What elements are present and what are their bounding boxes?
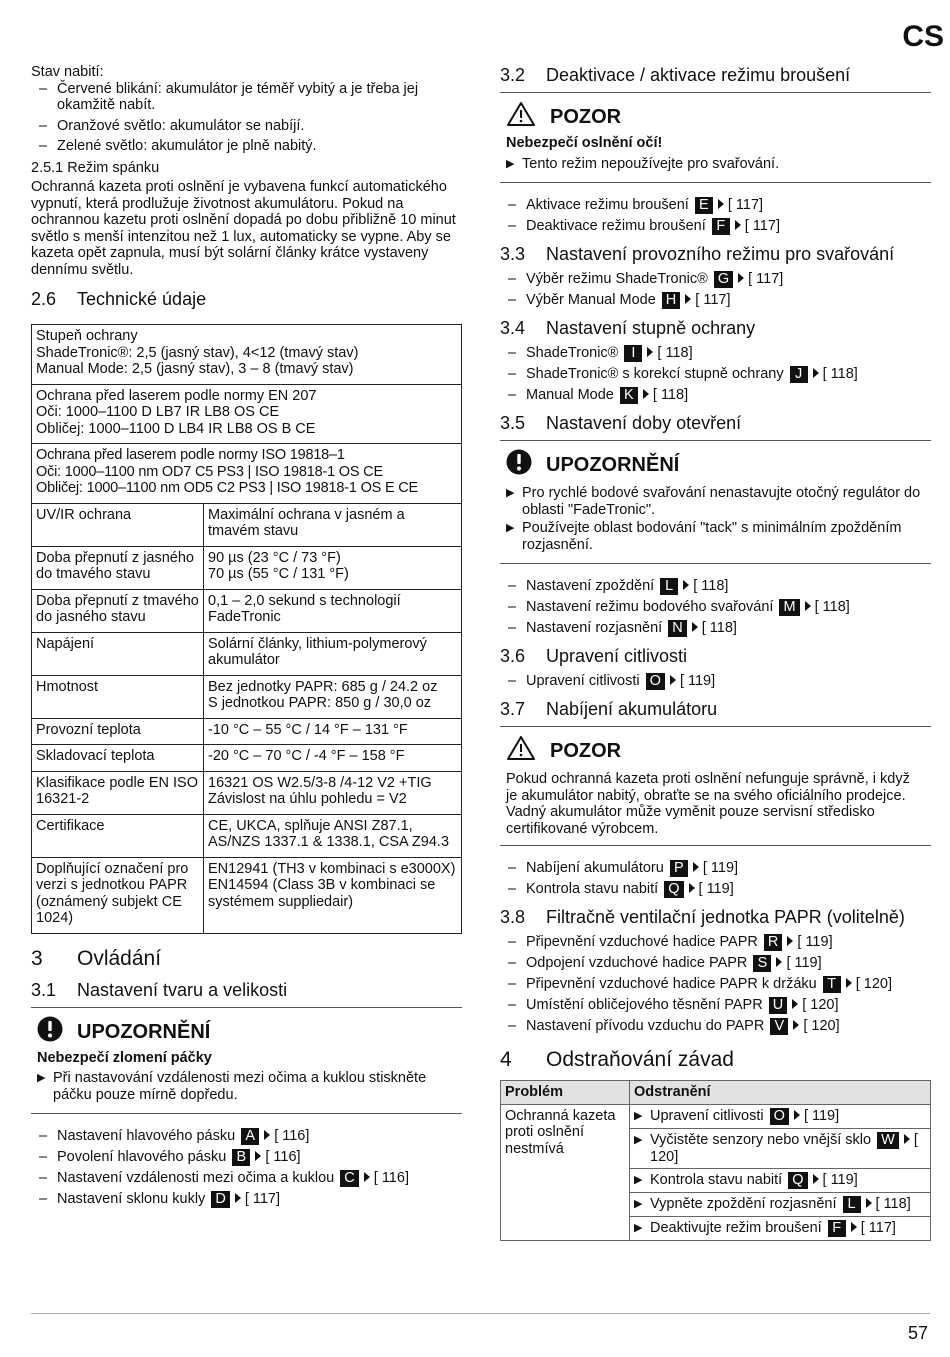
tech-data-table [31, 324, 462, 934]
section-3-1-list [31, 1128, 462, 1208]
right-column [500, 64, 931, 1241]
solution-item: ▶ Vyčistěte senzory nebo vnější sklo W [ 120] [634, 1131, 918, 1165]
table-row: Certifikace CE, UKCA, splňuje ANSI Z87.1, AS/NZS 1337.1 & 1338.1, CSA Z94.3 [32, 814, 462, 857]
figure-key: K [620, 387, 638, 404]
list-item: – Kontrola stavu nabití Q [ 119] [508, 881, 734, 897]
table-row: Klasifikace podle EN ISO 16321-2 16321 OS W2.5/3-8 /4-12 V2 +TIG Závislost na úhlu pohledu = V2 [32, 771, 462, 814]
list-item: – Zelené světlo: akumulátor je plně nabitý. [39, 138, 317, 154]
solution-item: ▶ Kontrola stavu nabití Q [ 119] [634, 1172, 858, 1188]
figure-key: I [624, 345, 642, 362]
list-item: – Nastavení režimu bodového svařování M [ 118] [508, 599, 850, 615]
list-item: – Umístění obličejového těsnění PAPR U [ 120] [508, 997, 839, 1013]
list-item: – Červené blikání: akumulátor je téměř vybitý a je třeba jej okamžitě nabít. [39, 80, 419, 113]
warning-list [37, 1070, 456, 1103]
warning-box [31, 1007, 462, 1115]
table-row [501, 1104, 931, 1128]
table-row: Doba přepnutí z tmavého do jasného stavu 0,1 – 2,0 sekund s technologií FadeTronic [32, 589, 462, 632]
troubleshooting-table [500, 1080, 931, 1241]
figure-key: P [670, 860, 688, 877]
section-3-4-heading: 3.4 Nastavení stupně ochrany [500, 318, 756, 338]
table-row: Napájení Solární články, lithium-polymerový akumulátor [32, 632, 462, 675]
page-reference[interactable]: [ 119] [679, 673, 716, 689]
warning-triangle-icon [506, 101, 536, 133]
section-3-2-heading: 3.2 Deaktivace / aktivace režimu broušení [500, 65, 851, 85]
arrow-icon [776, 957, 782, 967]
arrow-icon [683, 580, 689, 590]
sleep-mode-text: Ochranná kazeta proti oslnění je vybavena funkcí automatického vypnutí, která prodlužuje životnost akumulátoru. Pokud na ochrannou kazetu proti oslnění dopadá po dobu přibližně 10 minut světlo s menší intenzitou než 1 lux, automaticky se vypne. Aby se kazeta opět zapnula, musí být solární články krátce vystaveny dennímu světlu. [31, 179, 456, 278]
arrow-icon [735, 220, 741, 230]
section-3-5-list [500, 578, 931, 637]
list-item: – Nabíjení akumulátoru P [ 119] [508, 860, 739, 876]
arrow-icon [693, 862, 699, 872]
figure-key: L [660, 578, 678, 595]
list-item: – Připevnění vzduchové hadice PAPR R [ 119] [508, 934, 833, 950]
list-item: – ShadeTronic® s korekcí stupně ochrany J [ 118] [508, 366, 858, 382]
page-reference[interactable]: [ 119] [786, 955, 822, 971]
page-reference[interactable]: [ 118] [652, 387, 689, 403]
exclamation-icon [37, 1016, 63, 1048]
notice-list [506, 485, 925, 553]
arrow-icon [813, 1174, 819, 1184]
table-row: Ochrana před laserem podle normy ISO 19818–1 Oči: 1000–1100 nm OD7 C5 PS3 | ISO 19818-1 OS CE Obličej: 1000–1100 nm OD5 C2 PS3 | ISO 19818-1 OS E CE [32, 444, 462, 504]
figure-key: S [753, 955, 771, 972]
list-item: – Nastavení vzdálenosti mezi očima a kuklou C [ 116] [39, 1170, 409, 1186]
page-reference[interactable]: [ 120] [802, 997, 839, 1013]
figure-key: V [770, 1018, 788, 1035]
section-3-8-list [500, 934, 931, 1035]
page-reference[interactable]: [ 118] [693, 578, 729, 594]
list-item: – Odpojení vzduchové hadice PAPR S [ 119] [508, 955, 822, 971]
section-3-6-list [500, 673, 931, 690]
solution-item: ▶ Deaktivujte režim broušení F [ 117] [634, 1220, 896, 1236]
page-reference[interactable]: [ 120] [650, 1131, 918, 1165]
section-3-1-heading: 3.1 Nastavení tvaru a velikosti [31, 979, 288, 1000]
figure-key: C [340, 1170, 358, 1187]
charge-status-title: Stav nabití: [31, 64, 104, 80]
list-item: – Manual Mode K [ 118] [508, 387, 689, 403]
arrow-icon [670, 675, 676, 685]
arrow-icon [793, 1020, 799, 1030]
troubleshooting-heading: 4 Odstraňování závad [500, 1048, 734, 1071]
warning-subtitle: Nebezpečí zlomení páčky [37, 1049, 212, 1066]
section-3-2-list [500, 197, 931, 235]
page-reference[interactable]: [ 117] [748, 271, 784, 287]
section-3-6-heading: 3.6 Upravení citlivosti [500, 646, 688, 666]
page-reference[interactable]: [ 119] [702, 860, 739, 876]
page-reference[interactable]: [ 119] [698, 881, 734, 897]
arrow-icon [805, 601, 811, 611]
arrow-icon [685, 294, 691, 304]
figure-key: N [668, 620, 686, 637]
figure-key: R [764, 934, 782, 951]
table-row: UV/IR ochrana Maximální ochrana v jasném a tmavém stavu [32, 503, 462, 546]
list-item: – Oranžové světlo: akumulátor se nabíjí. [39, 117, 305, 134]
figure-key: O [646, 673, 665, 690]
page-reference[interactable]: [ 117] [860, 1220, 896, 1236]
caution-text: Pokud ochranná kazeta proti oslnění nefunguje správně, i když je akumulátor nabitý, obraťte se na svého oficiálního prodejce. Vadný akumulátor může vyměnit pouze servisní středisko certifikované výrobcem. [506, 771, 910, 837]
figure-key: M [779, 599, 799, 616]
sleep-mode-heading: 2.5.1 Režim spánku [31, 159, 160, 176]
page-reference[interactable]: [ 118] [875, 1196, 911, 1212]
figure-key: G [714, 271, 733, 288]
figure-key: F [828, 1220, 846, 1237]
charge-status-list [31, 81, 462, 155]
figure-key: Q [788, 1172, 807, 1189]
left-column [31, 64, 462, 1212]
section-3-4-list [500, 345, 931, 404]
figure-key: L [843, 1196, 861, 1213]
page-reference[interactable]: [ 116] [373, 1170, 409, 1186]
list-item: – Povolení hlavového pásku B [ 116] [39, 1149, 301, 1165]
section-3-3-heading: 3.3 Nastavení provozního režimu pro svařování [500, 244, 895, 264]
page-reference[interactable]: [ 118] [701, 620, 737, 636]
notice-box [500, 440, 931, 564]
page-reference[interactable]: [ 116] [265, 1149, 301, 1165]
page-reference[interactable]: [ 120] [855, 976, 893, 992]
arrow-icon [792, 999, 798, 1009]
list-item: – Nastavení zpoždění L [ 118] [508, 578, 729, 594]
arrow-icon [692, 622, 698, 632]
list-item: ▶ Při nastavování vzdálenosti mezi očima a kuklou stiskněte páčku pouze mírně dopředu. [37, 1070, 427, 1103]
table-row: Doba přepnutí z jasného do tmavého stavu 90 µs (23 °C / 73 °F) 70 µs (55 °C / 131 °F) [32, 546, 462, 589]
figure-key: Q [664, 881, 683, 898]
page-reference[interactable]: [ 117] [244, 1191, 281, 1207]
warning-title: UPOZORNĚNÍ [77, 1020, 211, 1043]
list-item: – Aktivace režimu broušení E [ 117] [508, 197, 764, 213]
section-3-5-heading: 3.5 Nastavení doby otevření [500, 413, 742, 433]
page-reference[interactable]: [ 118] [657, 345, 693, 361]
arrow-icon [689, 883, 695, 893]
list-item: – Nastavení hlavového pásku A [ 116] [39, 1128, 310, 1144]
figure-key: H [662, 292, 680, 309]
figure-key: J [790, 366, 808, 383]
exclamation-icon [506, 449, 532, 481]
page-reference[interactable]: [ 117] [744, 218, 780, 234]
list-item: – Nastavení sklonu kukly D [ 117] [39, 1191, 281, 1207]
arrow-icon [787, 936, 793, 946]
list-item: – Výběr Manual Mode H [ 117] [508, 292, 731, 308]
column-header: Problém [501, 1081, 630, 1105]
section-3-7-list [500, 860, 931, 898]
figure-key: T [823, 976, 841, 993]
footer-divider [31, 1313, 930, 1314]
figure-key: D [211, 1191, 229, 1208]
page-reference[interactable]: [ 119] [797, 934, 833, 950]
caution-title: POZOR [550, 106, 622, 128]
solution-item: ▶ Vypněte zpoždění rozjasnění L [ 118] [634, 1196, 911, 1212]
page-reference[interactable]: [ 118] [814, 599, 850, 615]
figure-key: B [232, 1149, 250, 1166]
page-reference[interactable]: [ 117] [695, 292, 731, 308]
arrow-icon [718, 199, 724, 209]
language-code: CS [902, 20, 944, 53]
table-header-row [501, 1081, 931, 1105]
page-reference[interactable]: [ 119] [822, 1172, 858, 1188]
column-header: Odstranění [630, 1081, 931, 1105]
arrow-icon [904, 1134, 910, 1144]
page-reference[interactable]: [ 116] [274, 1128, 310, 1144]
list-item: – Nastavení rozjasnění N [ 118] [508, 620, 737, 636]
list-item: – Upravení citlivosti O [ 119] [508, 673, 716, 689]
operation-heading: 3 Ovládání [31, 946, 162, 970]
notice-title: UPOZORNĚNÍ [546, 454, 680, 476]
table-row: Doplňující označení pro verzi s jednotkou PAPR (oznámený subjekt CE 1024) EN12941 (TH3 v kombinaci s e3000X) EN14594 (Class 3B v kombinaci se systémem suppliedair) [32, 857, 462, 933]
figure-key: A [241, 1128, 259, 1145]
caution-box [500, 92, 931, 183]
table-row: Stupeň ochrany ShadeTronic®: 2,5 (jasný stav), 4<12 (tmavý stav) Manual Mode: 2,5 (jasný stav), 3 – 8 (tmavý stav) [32, 325, 462, 385]
list-item: – Nastavení přívodu vzduchu do PAPR V [ 120] [508, 1018, 840, 1034]
arrow-icon [846, 978, 852, 988]
solution-item: ▶ Upravení citlivosti O [ 119] [634, 1107, 840, 1124]
list-item: ▶ Používejte oblast bodování "tack" s minimálním zpožděním rozjasnění. [506, 520, 902, 553]
section-3-8-heading: 3.8 Filtračně ventilační jednotka PAPR (volitelně) [500, 907, 905, 927]
arrow-icon [647, 347, 653, 357]
caution-box [500, 726, 931, 846]
figure-key: W [877, 1132, 899, 1149]
table-row: Skladovací teplota -20 °C – 70 °C / -4 °F – 158 °F [32, 745, 462, 772]
page-number: 57 [907, 1323, 928, 1343]
figure-key: F [712, 218, 730, 235]
tech-data-heading: 2.6 Technické údaje [31, 289, 207, 309]
warning-triangle-icon [506, 735, 536, 767]
section-3-7-heading: 3.7 Nabíjení akumulátoru [500, 699, 718, 719]
list-item: – ShadeTronic® I [ 118] [508, 345, 693, 361]
arrow-icon [851, 1222, 857, 1232]
arrow-icon [794, 1110, 800, 1120]
list-item: ▶ Tento režim nepoužívejte pro svařování. [506, 155, 780, 172]
table-row: Hmotnost Bez jednotky PAPR: 685 g / 24.2 oz S jednotkou PAPR: 850 g / 30,0 oz [32, 675, 462, 718]
list-item: – Výběr režimu ShadeTronic® G [ 117] [508, 271, 784, 287]
arrow-icon [364, 1172, 370, 1182]
page-reference[interactable]: [ 120] [803, 1018, 840, 1034]
list-item: – Připevnění vzduchové hadice PAPR k držáku T [ 120] [508, 976, 893, 992]
page-reference[interactable]: [ 119] [803, 1107, 840, 1124]
table-row: Ochrana před laserem podle normy EN 207 Oči: 1000–1100 D LB7 IR LB8 OS CE Obličej: 1000–1100 D LB4 IR LB8 OS B CE [32, 384, 462, 444]
figure-key: O [770, 1108, 789, 1125]
list-item: ▶ Pro rychlé bodové svařování nenastavujte otočný regulátor do oblasti "FadeTronic". [506, 485, 921, 518]
arrow-icon [866, 1198, 872, 1208]
figure-key: U [769, 997, 787, 1014]
page-reference[interactable]: [ 117] [727, 197, 764, 213]
caution-list [506, 156, 925, 173]
caution-subtitle: Nebezpečí oslnění očí! [506, 135, 663, 151]
caution-title: POZOR [550, 740, 622, 762]
section-3-3-list [500, 271, 931, 309]
page-reference[interactable]: [ 118] [822, 366, 858, 382]
arrow-icon [643, 389, 649, 399]
arrow-icon [813, 368, 819, 378]
arrow-icon [738, 273, 744, 283]
table-row: Provozní teplota -10 °C – 55 °C / 14 °F – 131 °F [32, 718, 462, 745]
list-item: – Deaktivace režimu broušení F [ 117] [508, 218, 780, 234]
problem-cell: Ochranná kazeta proti oslnění nestmívá [501, 1104, 630, 1241]
arrow-icon [264, 1130, 270, 1140]
arrow-icon [255, 1151, 261, 1161]
figure-key: E [695, 197, 713, 214]
arrow-icon [235, 1193, 241, 1203]
